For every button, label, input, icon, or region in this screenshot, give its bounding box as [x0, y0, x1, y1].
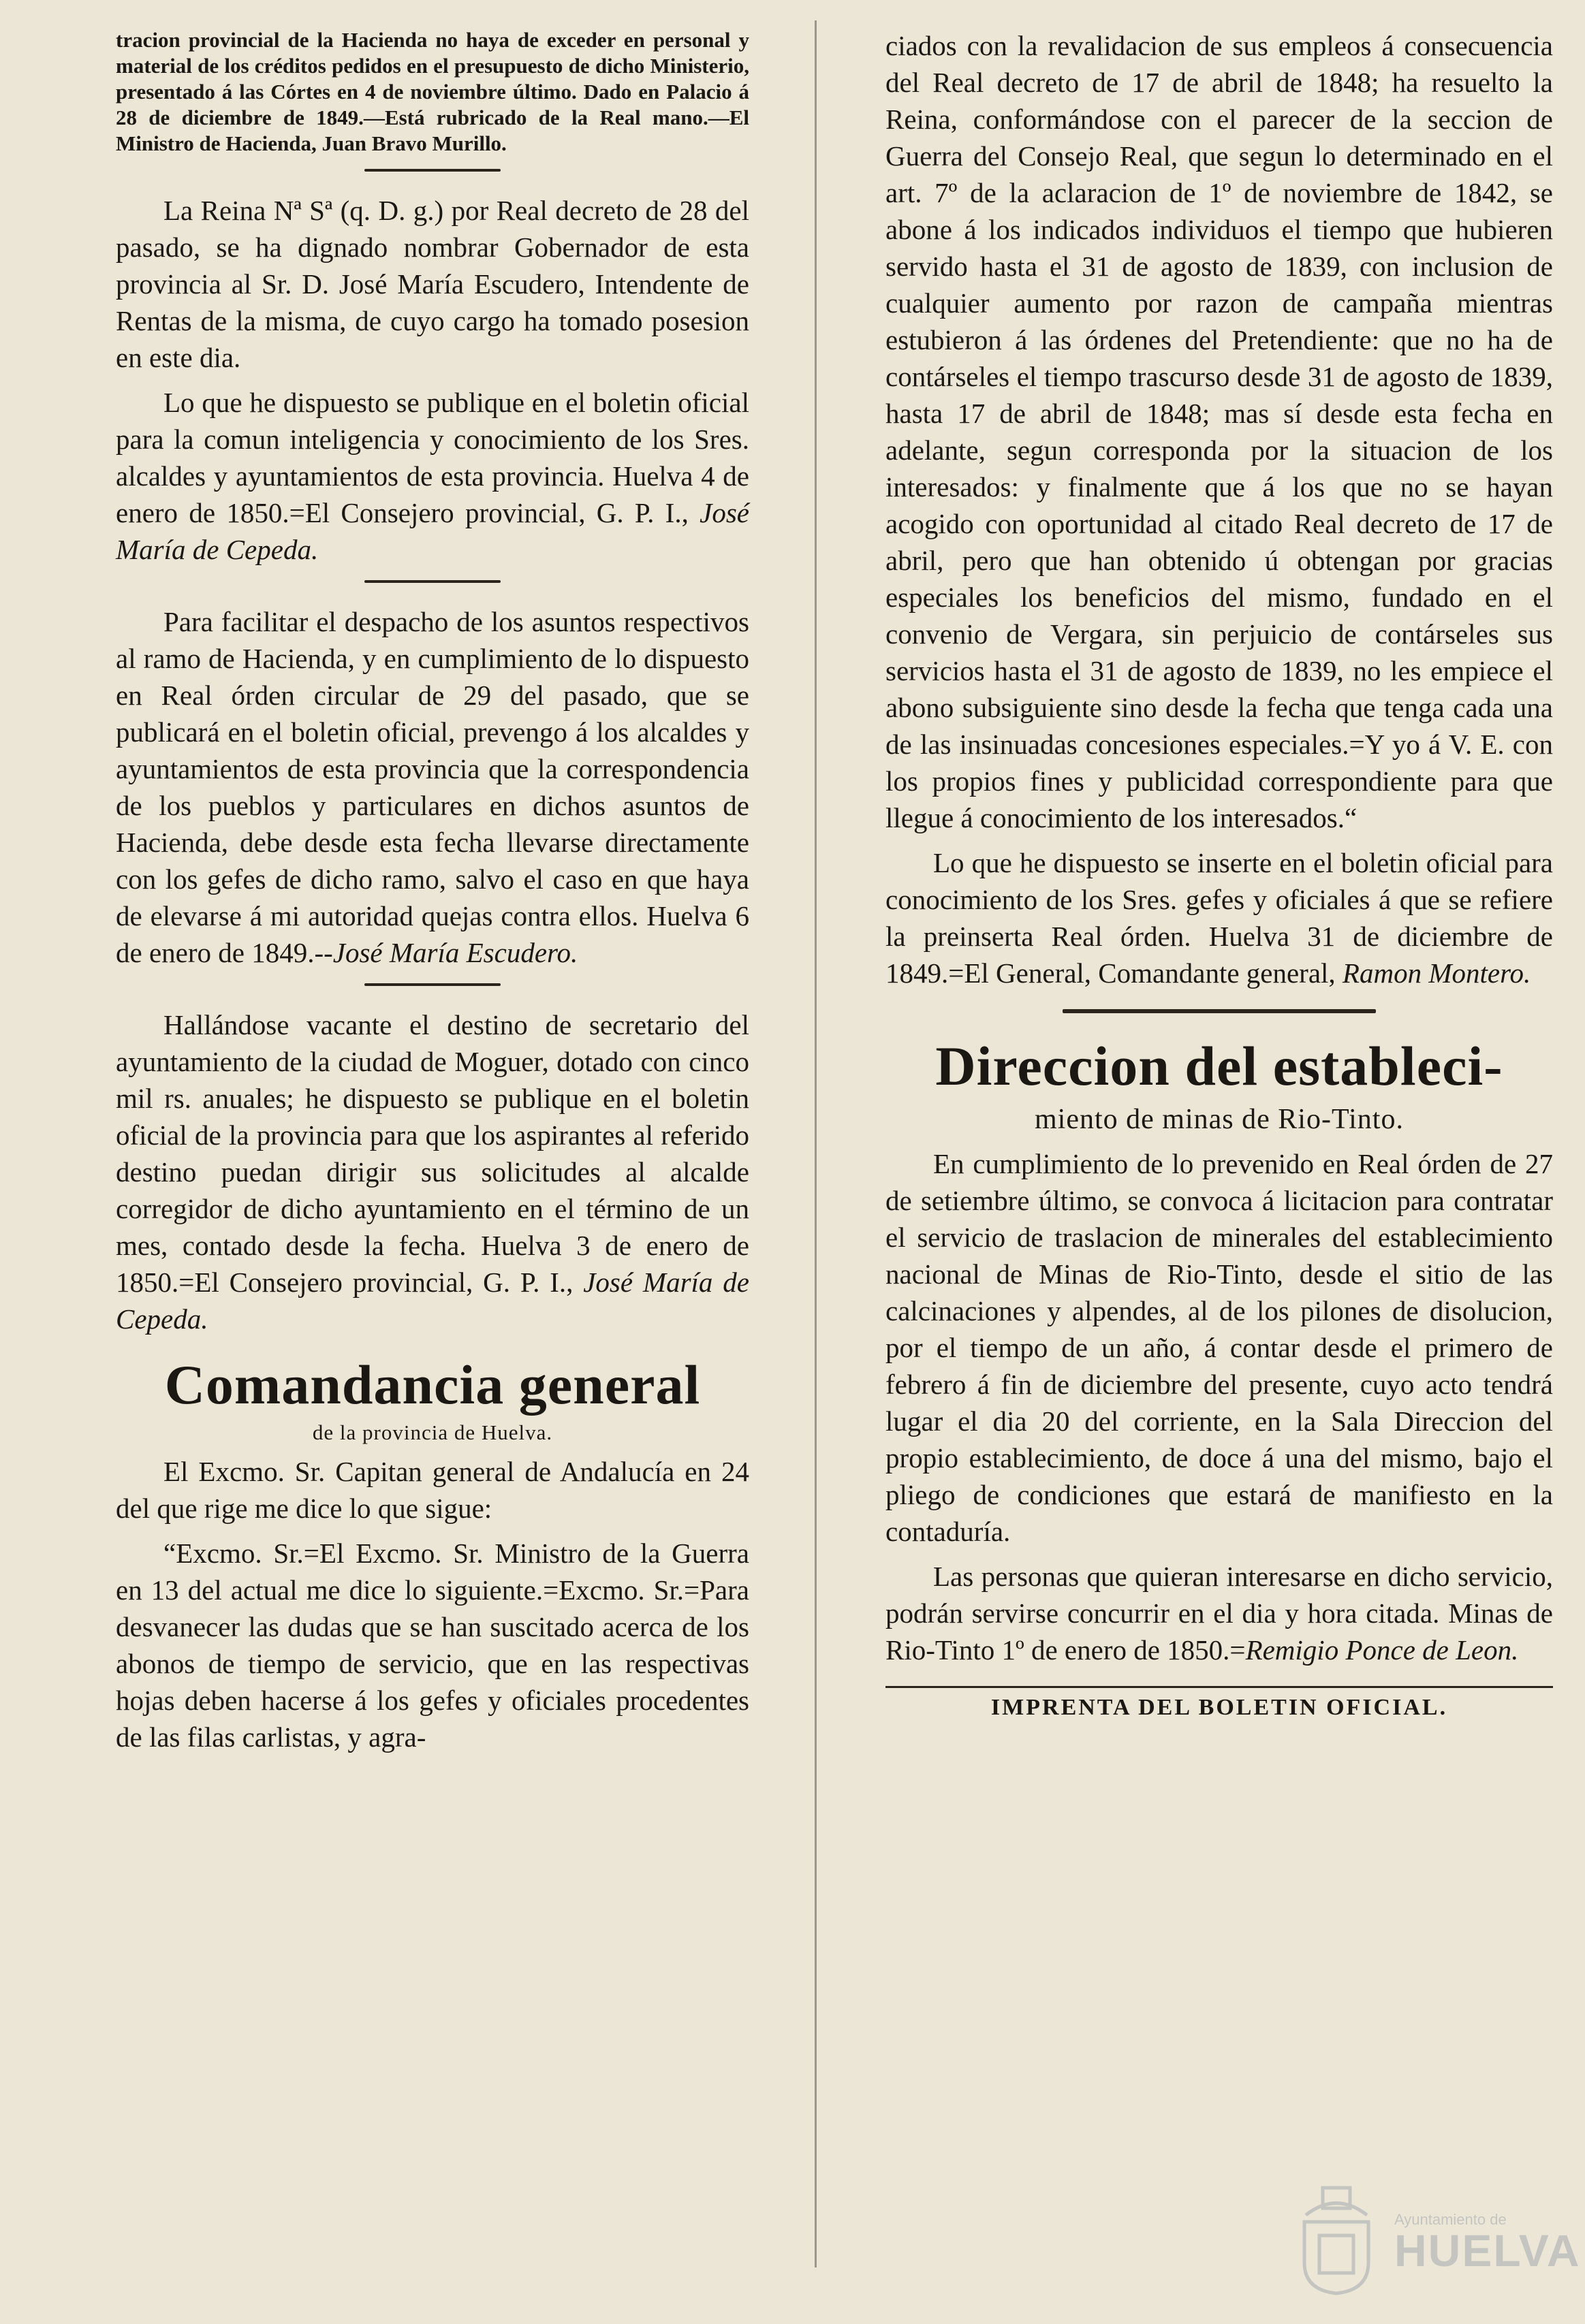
section-subtitle-direccion: miento de minas de Rio-Tinto.	[1035, 1104, 1404, 1135]
logo-line-1: Ayuntamiento de	[1394, 2211, 1507, 2228]
logo-line-2: HUELVA	[1394, 2225, 1581, 2276]
left-paragraph-3-signature: José María Escudero.	[332, 937, 578, 968]
section-title-direccion: Direccion del estableci-	[935, 1035, 1503, 1097]
right-paragraph-4-signature: Remigio Ponce de Leon.	[1245, 1634, 1519, 1666]
left-paragraph-2-signature: José María de Cepeda.	[116, 497, 749, 565]
left-paragraph-4	[116, 1006, 749, 1337]
huelva-logo	[1292, 2181, 1581, 2297]
left-paragraph-5: El Excmo. Sr. Capitan general de Andalucía en 24 del que rige me dice lo que sigue:	[116, 1456, 749, 1524]
right-paragraph-3: En cumplimiento de lo prevenido en Real órden de 27 de setiembre último, se convoca á licitacion para contratar el servicio de traslacion de minerales del establecimiento nacional de Minas de Rio-Tinto, desde el sitio de las calcinaciones y alpendes, al de los pilones de disolucion, por el tiempo de un año, á contar desde el primero de febrero á fin de diciembre del presente, cuyo acto tendrá lugar el dia 20 del corriente, en la Sala Direccion del propio establecimiento, de doce á una del mismo, bajo el pliego de condiciones que estará de manifiesto en la contaduría.	[885, 1148, 1553, 1547]
separator-rule	[364, 983, 501, 986]
right-paragraph-2	[885, 844, 1553, 991]
left-paragraph-2	[116, 384, 749, 568]
imprint-footer: IMPRENTA DEL BOLETIN OFICIAL.	[885, 1686, 1553, 1721]
left-top-fragment: tracion provincial de la Hacienda no haya de exceder en personal y material de los créditos pedidos en el presupuesto de dicho Ministerio, presentado á las Córtes en 4 de noviembre último. Dado en Palacio á 28 de diciembre de 1849.—Está rubricado de la Real mano.—El Ministro de Hacienda, Juan Bravo Murillo.	[116, 28, 749, 155]
coat-of-arms-icon	[1292, 2181, 1381, 2297]
separator-rule	[364, 169, 501, 172]
left-paragraph-1: La Reina Nª Sª (q. D. g.) por Real decreto de 28 del pasado, se ha dignado nombrar Gobernador de esta provincia al Sr. D. José María Escudero, Intendente de Rentas de la misma, de cuyo cargo ha tomado posesion en este dia.	[116, 195, 749, 373]
left-paragraph-3-text: Para facilitar el despacho de los asuntos respectivos al ramo de Hacienda, y en cumplimiento de lo dispuesto en Real órden circular de 29 del pasado, que se publicará en el boletin oficial, prevengo á los alcaldes y ayuntamientos de esta provincia que la correspondencia de los pueblos y particulares en dichos asuntos de Hacienda, debe desde esta fecha llevarse directamente con los gefes de dicho ramo, salvo el caso en que haya de elevarse á mi autoridad quejas contra ellos. Huelva 6 de enero de 1849.--	[116, 606, 749, 968]
right-paragraph-2-text: Lo que he dispuesto se inserte en el boletin oficial para conocimiento de los Sres. gefes y oficiales á que se refiere la preinserta Real órden. Huelva 31 de diciembre de 1849.=El General, Comandante general,	[885, 847, 1553, 989]
right-paragraph-1: ciados con la revalidacion de sus empleos á consecuencia del Real decreto de 17 de abril de 1848; ha resuelto la Reina, conformándose con el parecer de la seccion de Guerra del Consejo Real, que segun lo determinado en el art. 7º de la aclaracion de 1º de noviembre de 1842, se abone á los indicados individuos el tiempo que hubieren servido hasta el 31 de agosto de 1839, con inclusion de cualquier aumento por razon de campaña mientras estubieron á las órdenes del Pretendiente: que no ha de contárseles el tiempo trascurso desde 31 de agosto de 1839, hasta 17 de abril de 1848; mas sí desde esta fecha en adelante, segun corresponda por la situacion de los interesados: y finalmente que á los que no se hayan acogido con oportunidad al citado Real decreto de 17 de abril, pero que han obtenido ú obtengan por gracias especiales los beneficios del mismo, fundado en el convenio de Vergara, sin perjuicio de contárseles sus servicios hasta el 31 de agosto de 1839, no les empiece el abono subsiguiente sino desde la fecha que tenga cada una de las insinuadas concesiones especiales.=Y yo á V. E. con los propios fines y publicidad correspondiente para que llegue á conocimiento de los interesados.“	[885, 30, 1553, 833]
left-paragraph-3	[116, 603, 749, 971]
column-divider	[815, 20, 817, 2267]
right-paragraph-4-text: Las personas que quieran interesarse en dicho servicio, podrán servirse concurrir en el dia y hora citada. Minas de Rio-Tinto 1º de enero de 1850.=	[885, 1561, 1553, 1666]
left-paragraph-4-signature: José María de Cepeda.	[116, 1267, 749, 1335]
right-column	[885, 27, 1553, 1721]
right-paragraph-4	[885, 1558, 1553, 1668]
logo-text	[1394, 2211, 1581, 2276]
section-subtitle-comandancia: de la provincia de Huelva.	[312, 1420, 553, 1444]
left-paragraph-4-text: Hallándose vacante el destino de secretario del ayuntamiento de la ciudad de Moguer, dotado con cinco mil rs. anuales; he dispuesto se publique en el boletin oficial de la provincia para que los aspirantes al referido destino puedan dirigir sus solicitudes al alcalde corregidor de dicho ayuntamiento en el término de un mes, contado desde la fecha. Huelva 3 de enero de 1850.=El Consejero provincial, G. P. I.,	[116, 1009, 749, 1298]
separator-rule	[364, 580, 501, 583]
right-paragraph-2-signature: Ramon Montero.	[1342, 957, 1531, 989]
left-paragraph-6: “Excmo. Sr.=El Excmo. Sr. Ministro de la Guerra en 13 del actual me dice lo siguiente.=Excmo. Sr.=Para desvanecer las dudas que se han suscitado acerca de los abonos de tiempo de servicio, que en las respectivas hojas deben hacerse á los gefes y oficiales procedentes de las filas carlistas, y agra-	[116, 1538, 749, 1753]
section-title-comandancia: Comandancia general	[164, 1354, 701, 1416]
left-column	[116, 27, 749, 1764]
separator-rule	[1063, 1009, 1376, 1013]
left-paragraph-2-text: Lo que he dispuesto se publique en el boletin oficial para la comun inteligencia y conocimiento de los Sres. alcaldes y ayuntamientos de esta provincia. Huelva 4 de enero de 1850.=El Consejero provincial, G. P. I.,	[116, 387, 749, 528]
